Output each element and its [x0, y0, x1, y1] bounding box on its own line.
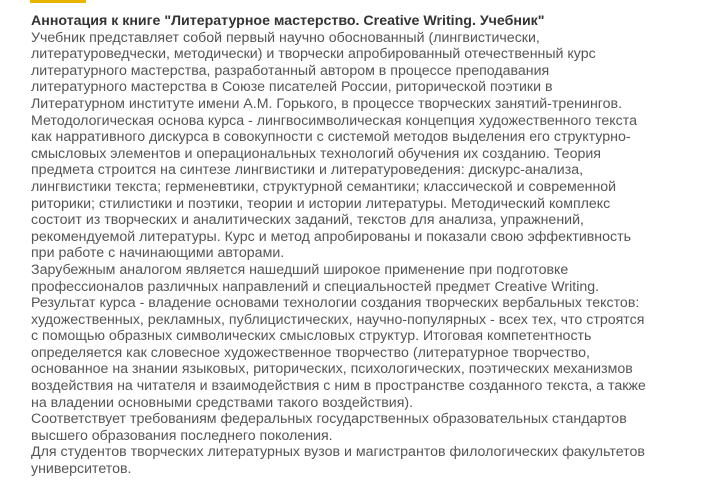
paragraph-line: смысловых элементов и операциональных технологий обучения их созданию. Теория — [31, 145, 601, 162]
annotation-paragraph — [31, 444, 699, 477]
paragraph-line: Для студентов творческих литературных вузов и магистрантов филологических факультетов — [31, 444, 645, 461]
annotation-body — [31, 30, 699, 478]
paragraph-line: Учебник представляет собой первый научно обоснованный (лингвистически, — [31, 29, 540, 46]
book-annotation — [31, 13, 699, 478]
paragraph-line: на владении основными средствами такого воздействия). — [31, 394, 414, 411]
paragraph-line: Соответствует требованиям федеральных государственных образовательных стандартов — [31, 411, 627, 428]
paragraph-line: Методологическая основа курса - лингвосимволическая концепция художественного текста — [31, 112, 637, 129]
paragraph-line: состоит из творческих и аналитических заданий, текстов для анализа, упражнений, — [31, 212, 584, 229]
paragraph-line: литературного мастерства, разработанный автором в процессе преподавания — [31, 62, 550, 79]
paragraph-line: предмета строится на синтезе лингвистики и литературоведения: дискурс-анализа, — [31, 162, 584, 179]
paragraph-line: лингвистики текста; герменевтики, структурной семантики; классической и современной — [31, 178, 617, 195]
paragraph-line: при работе с начинающими авторами. — [31, 245, 285, 262]
top-accent-bar — [30, 0, 86, 3]
paragraph-line: воздействия на читателя и взаимодействия с ним в пространстве созданного текста, а также — [31, 378, 646, 395]
paragraph-line: определяется как словесное художественное творчество (литературное творчество, — [31, 344, 590, 361]
annotation-paragraph — [31, 411, 699, 444]
paragraph-line: профессионалов различных направлений и специальностей предмет Creative Writing. — [31, 278, 600, 295]
paragraph-line: литературоведчески, методически) и творчески апробированный отечественный курс — [31, 46, 596, 63]
paragraph-line: Результат курса - владение основами технологии создания творческих вербальных текстов: — [31, 295, 640, 312]
paragraph-line: художественных, рекламных, публицистических, научно-популярных - всех тех, что строятся — [31, 311, 645, 328]
paragraph-line: Литературном институте имени А.М. Горького, в процессе творческих занятий-тренингов. — [31, 95, 623, 112]
annotation-paragraph — [31, 30, 699, 262]
annotation-title: Аннотация к книге "Литературное мастерство. Creative Writing. Учебник" — [31, 13, 545, 29]
paragraph-line: литературного мастерства в Союзе писателей России, риторической поэтики в — [31, 79, 553, 96]
paragraph-line: рекомендуемой литературы. Курс и метод апробированы и показали свою эффективность — [31, 228, 632, 245]
paragraph-line: университетов. — [31, 461, 132, 478]
annotation-paragraph — [31, 262, 699, 411]
paragraph-line: Зарубежным аналогом является нашедший широкое применение при подготовке — [31, 261, 569, 278]
paragraph-line: с помощью образных символических смысловых структур. Итоговая компетентность — [31, 328, 592, 345]
paragraph-line: риторики; стилистики и поэтики, теории и истории литературы. Методический комплекс — [31, 195, 611, 212]
paragraph-line: высшего образования последнего поколения. — [31, 427, 333, 444]
paragraph-line: основанное на знании языковых, риторических, психологических, поэтических механизмов — [31, 361, 633, 378]
paragraph-line: как нарративного дискурса в совокупности с системой методов выделения его структурно- — [31, 129, 631, 146]
